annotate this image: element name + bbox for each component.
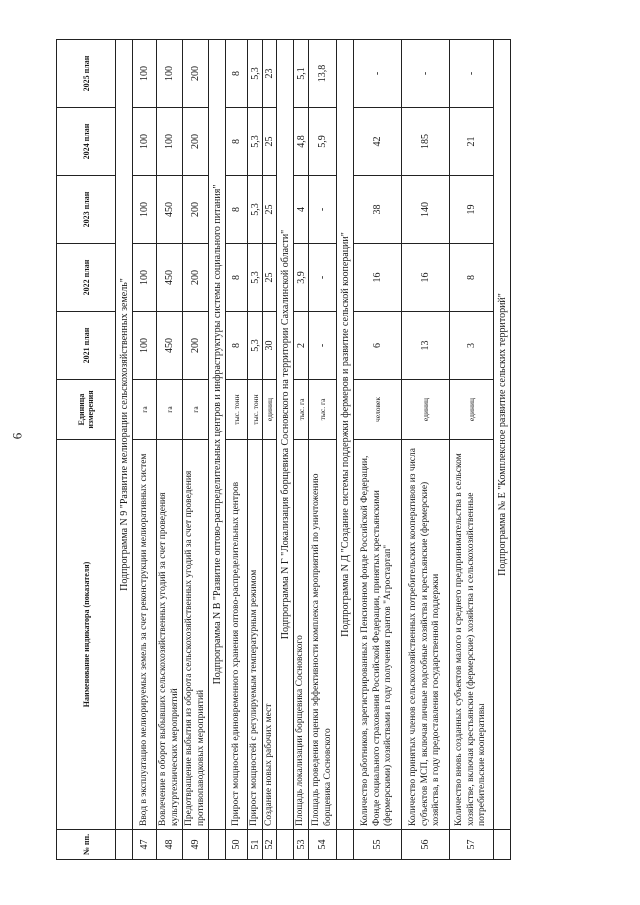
value-cell-2022: 16 [402,244,450,312]
unit-cell: га [133,380,157,440]
value-cell-2024: 21 [450,108,494,176]
table-row [294,40,309,860]
value-cell-2024: 200 [183,108,209,176]
section-row [337,40,354,860]
value-cell-2022: - [309,244,337,312]
header-cell-2024: 2024 план [57,108,116,176]
row-number: 54 [309,830,337,860]
table-row [226,40,248,860]
unit-cell: единиц [262,380,277,440]
header-cell-indicator: Наименование индикатора (показателя) [57,440,116,830]
row-number: 57 [450,830,494,860]
value-cell-2021: 450 [157,312,183,380]
value-cell-2021: 200 [183,312,209,380]
unit-cell: га [157,380,183,440]
value-cell-2021: 6 [354,312,402,380]
value-cell-2025: - [354,40,402,108]
header-cell-2025: 2025 план [57,40,116,108]
row-number: 52 [262,830,277,860]
unit-cell: тыс. га [294,380,309,440]
indicator-name: Предотвращение выбытия из оборота сельскохозяйственных угодий за счет проведения противопаводковых мероприятий [183,440,209,830]
value-cell-2023: 4 [294,176,309,244]
value-cell-2023: 450 [157,176,183,244]
value-cell-2022: 200 [183,244,209,312]
value-cell-2025: 8 [226,40,248,108]
value-cell-2025: 100 [157,40,183,108]
table-row [248,40,263,860]
value-cell-2025: 5,3 [248,40,263,108]
section-row [494,40,511,860]
value-cell-2025: 13,8 [309,40,337,108]
value-cell-2025: - [402,40,450,108]
value-cell-2022: 8 [226,244,248,312]
section-number-blank [116,830,133,860]
section-title: Подпрограмма N Г "Локализация борщевика Сосновского на территории Сахалинской области" [277,40,294,830]
page-number: 6 [9,432,25,440]
row-number: 49 [183,830,209,860]
value-cell-2023: - [309,176,337,244]
header-cell-unit: Единица измерения [57,380,116,440]
section-row [116,40,133,860]
value-cell-2024: 4,8 [294,108,309,176]
unit-cell: человек [354,380,402,440]
value-cell-2025: 100 [133,40,157,108]
indicator-name: Прирост мощностей единовременного хранения оптово-распределительных центров [226,440,248,830]
value-cell-2024: 8 [226,108,248,176]
table-row [133,40,157,860]
unit-cell: тыс. тонн [248,380,263,440]
unit-cell: тыс. га [309,380,337,440]
section-row [277,40,294,860]
value-cell-2022: 16 [354,244,402,312]
unit-cell: единиц [450,380,494,440]
value-cell-2021: 100 [133,312,157,380]
value-cell-2025: 23 [262,40,277,108]
table-row [262,40,277,860]
value-cell-2022: 450 [157,244,183,312]
value-cell-2021: 5,3 [248,312,263,380]
table-row [402,40,450,860]
table-row [354,40,402,860]
value-cell-2021: 13 [402,312,450,380]
value-cell-2024: 5,9 [309,108,337,176]
value-cell-2021: 8 [226,312,248,380]
row-number: 55 [354,830,402,860]
row-number: 48 [157,830,183,860]
table-body [116,40,511,860]
row-number: 51 [248,830,263,860]
value-cell-2023: 19 [450,176,494,244]
section-title: Подпрограмма N 9 "Развитие мелиорации сельскохозяйственных земель" [116,40,133,830]
header-row [57,40,116,860]
table-row [450,40,494,860]
value-cell-2025: 200 [183,40,209,108]
value-cell-2024: 185 [402,108,450,176]
value-cell-2022: 3,9 [294,244,309,312]
value-cell-2023: 25 [262,176,277,244]
header-cell-2022: 2022 план [57,244,116,312]
indicator-name: Количество работников, зарегистрированных в Пенсионном фонде Российской Федерации, Фонде социального страхования Российской Федерации, принятых крестьянскими (фермерскими) хозяйствами в году получения грантов "Агростартап" [354,440,402,830]
indicator-name: Ввод в эксплуатацию мелиорируемых земель за счет реконструкции мелиоративных систем [133,440,157,830]
indicator-name: Создание новых рабочих мест [262,440,277,830]
row-number: 47 [133,830,157,860]
section-number-blank [494,830,511,860]
indicator-name: Количество вновь созданных субъектов малого и среднего предпринимательства в сельском хозяйстве, включая крестьянские (фермерские) хозяйства и сельскохозяйственные потребительские кооперативы [450,440,494,830]
value-cell-2023: 100 [133,176,157,244]
header-cell-number: № пп. [57,830,116,860]
value-cell-2024: 25 [262,108,277,176]
indicator-name: Количество принятых членов сельскохозяйственных потребительских кооперативов из числа субъектов МСП, включая личные подсобные хозяйства и крестьянские (фермерские) хозяйства, в году предоставления государственной поддержки [402,440,450,830]
value-cell-2025: 5,1 [294,40,309,108]
indicator-name: Вовлечение в оборот выбывших сельскохозяйственных угодий за счет проведения культуртехнических мероприятий [157,440,183,830]
value-cell-2023: 8 [226,176,248,244]
value-cell-2021: - [309,312,337,380]
row-number: 50 [226,830,248,860]
value-cell-2025: - [450,40,494,108]
value-cell-2023: 38 [354,176,402,244]
value-cell-2022: 25 [262,244,277,312]
table-row [309,40,337,860]
value-cell-2024: 100 [133,108,157,176]
table-row [183,40,209,860]
value-cell-2021: 2 [294,312,309,380]
unit-cell: тыс. тонн [226,380,248,440]
unit-cell: единиц [402,380,450,440]
indicator-name: Прирост мощностей с регулируемым температурным режимом [248,440,263,830]
document-table-rotated [56,40,606,860]
section-title: Подпрограмма N В "Развитие оптово-распределительных центров и инфраструктуры системы социального питания" [209,40,226,830]
value-cell-2023: 5,3 [248,176,263,244]
section-row [209,40,226,860]
row-number: 56 [402,830,450,860]
section-number-blank [277,830,294,860]
value-cell-2024: 5,3 [248,108,263,176]
section-title: Подпрограмма № Е "Комплексное развитие сельских территорий" [494,40,511,830]
value-cell-2022: 5,3 [248,244,263,312]
value-cell-2022: 100 [133,244,157,312]
value-cell-2021: 3 [450,312,494,380]
section-title: Подпрограмма N Д "Создание системы поддержки фермеров и развитие сельской кооперации" [337,40,354,830]
row-number: 53 [294,830,309,860]
unit-cell: га [183,380,209,440]
header-cell-2021: 2021 план [57,312,116,380]
section-number-blank [337,830,354,860]
value-cell-2024: 100 [157,108,183,176]
header-cell-2023: 2023 план [57,176,116,244]
table-row [157,40,183,860]
value-cell-2022: 8 [450,244,494,312]
value-cell-2023: 140 [402,176,450,244]
value-cell-2021: 30 [262,312,277,380]
section-number-blank [209,830,226,860]
indicator-name: Площадь локализации борщевика Сосновского [294,440,309,830]
indicator-table [56,39,511,860]
indicator-name: Площадь проведения оценки эффективности комплекса мероприятий по уничтожению борщевика Сосновского [309,440,337,830]
value-cell-2024: 42 [354,108,402,176]
value-cell-2023: 200 [183,176,209,244]
